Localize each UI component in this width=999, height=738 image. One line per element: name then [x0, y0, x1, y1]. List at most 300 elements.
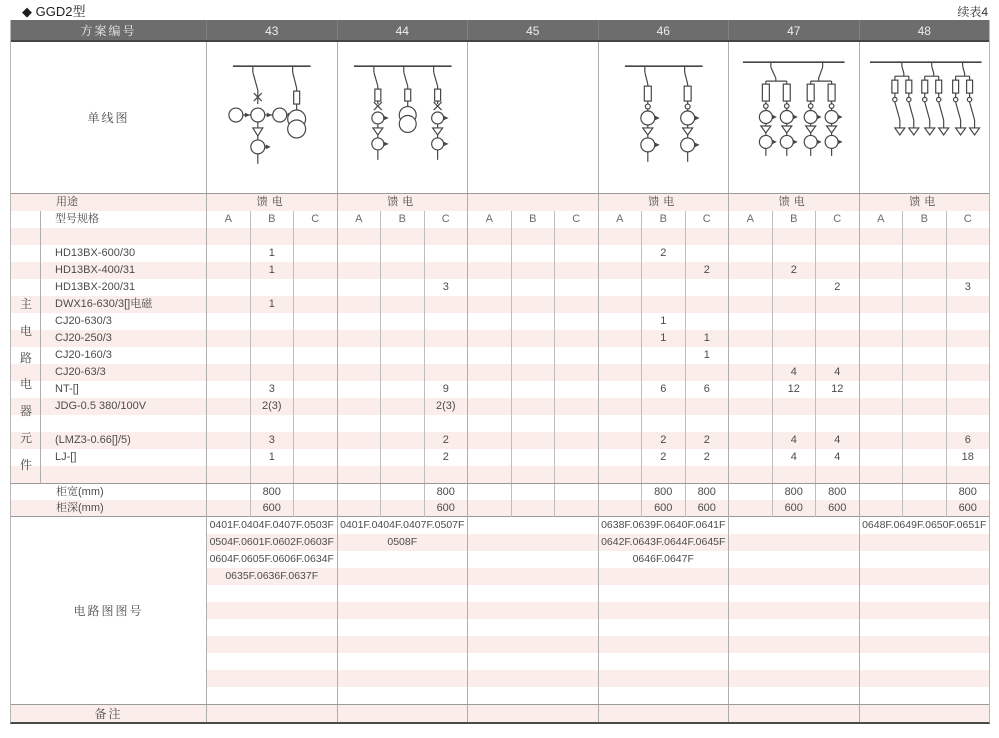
scheme-cell [728, 398, 859, 415]
quantity-cell [293, 330, 337, 347]
quantity-cell [685, 415, 729, 432]
quantity-cell [293, 398, 337, 415]
scheme-cell [467, 228, 598, 245]
quantity-cell [685, 279, 729, 296]
circuit-number-row [206, 534, 989, 551]
quantity-cell [554, 432, 598, 449]
scheme-cell [467, 313, 598, 330]
quantity-cell [729, 381, 772, 398]
scheme-cell [467, 466, 598, 483]
quantity-cell [902, 262, 946, 279]
scheme-cell [598, 228, 729, 245]
circuit-number-row [206, 687, 989, 704]
scheme-cell [598, 432, 729, 449]
quantity-cell [902, 313, 946, 330]
quantity-cell [424, 415, 468, 432]
subcol-header: B [250, 211, 294, 228]
dimension-cell [511, 484, 555, 501]
dimension-cell [902, 500, 946, 517]
group-vertical-char: 元 [19, 431, 32, 446]
component-label: CJ20-63/3 [55, 366, 106, 378]
scheme-cell [728, 500, 859, 517]
component-label: LJ-[] [55, 451, 77, 463]
quantity-cell [946, 245, 990, 262]
circuit-number-cell [728, 636, 859, 653]
continuation-label: 续表4 [957, 5, 988, 19]
circuit-number-cell [206, 670, 337, 687]
quantity-cell: 12 [772, 381, 816, 398]
scheme-cell [859, 330, 990, 347]
scheme-table [10, 20, 990, 724]
header-scheme-45: 45 [467, 20, 598, 40]
quantity-cell [338, 432, 381, 449]
component-label: HD13BX-400/31 [55, 264, 136, 276]
header-scheme-47: 47 [728, 20, 859, 40]
component-label-cell [11, 330, 206, 347]
table-header-row [11, 20, 989, 42]
scheme-cell [598, 484, 729, 501]
scheme-cell [728, 415, 859, 432]
scheme-cell [728, 262, 859, 279]
quantity-cell [207, 398, 250, 415]
scheme-cell [859, 228, 990, 245]
subcol-header: C [685, 211, 729, 228]
quantity-cell [380, 313, 424, 330]
quantity-cell [468, 330, 511, 347]
scheme-cell [337, 432, 468, 449]
quantity-cell [424, 466, 468, 483]
quantity-cell [599, 415, 642, 432]
scheme-cell [728, 432, 859, 449]
quantity-cell: 1 [250, 296, 294, 313]
scheme-cell [467, 432, 598, 449]
quantity-cell [338, 330, 381, 347]
scheme-cell [467, 245, 598, 262]
quantity-cell [946, 262, 990, 279]
component-row [11, 364, 989, 381]
remark-cell [728, 705, 859, 722]
quantity-cell [554, 415, 598, 432]
single-line-diagram-47 [729, 42, 859, 193]
quantity-cell [599, 364, 642, 381]
quantity-cell [380, 228, 424, 245]
quantity-cell [772, 279, 816, 296]
scheme-cell [859, 500, 990, 517]
quantity-cell [554, 262, 598, 279]
circuit-number-cell [859, 534, 990, 551]
component-label [41, 228, 206, 245]
quantity-cell [860, 279, 903, 296]
scheme-cell [206, 262, 337, 279]
circuit-number-cell [206, 653, 337, 670]
subcol-header: A [746, 213, 754, 225]
dimension-cell [554, 484, 598, 501]
quantity-cell [729, 245, 772, 262]
scheme-cell [206, 398, 337, 415]
group-vertical-char: 件 [19, 457, 32, 472]
component-row [11, 466, 989, 483]
cabinet-depth-row [11, 500, 989, 517]
diagram-cell-44 [337, 42, 468, 193]
circuit-number-cell [728, 653, 859, 670]
component-label-cell [11, 296, 206, 313]
circuit-number-cell [337, 568, 468, 585]
group-vertical-char: 电 [19, 323, 32, 338]
dimension-cell [293, 500, 337, 517]
scheme-cell [859, 347, 990, 364]
quantity-cell [511, 398, 555, 415]
quantity-cell [902, 398, 946, 415]
quantity-cell: 2 [815, 279, 859, 296]
quantity-cell [729, 347, 772, 364]
quantity-cell [511, 449, 555, 466]
quantity-cell [641, 415, 685, 432]
component-label-cell [11, 347, 206, 364]
scheme-cell [859, 449, 990, 466]
scheme-cell [598, 279, 729, 296]
quantity-cell [424, 330, 468, 347]
quantity-cell: 2 [424, 432, 468, 449]
quantity-cell: 1 [685, 347, 729, 364]
quantity-cell [946, 415, 990, 432]
quantity-cell [250, 313, 294, 330]
quantity-cell [946, 398, 990, 415]
diagram-row-label: 单线图 [87, 111, 130, 125]
component-label-cell [11, 364, 206, 381]
component-label-cell [11, 262, 206, 279]
scheme-cell [728, 245, 859, 262]
dimension-cell [860, 500, 903, 517]
scheme-cell [337, 279, 468, 296]
quantity-cell [293, 364, 337, 381]
component-label: CJ20-630/3 [55, 315, 112, 327]
quantity-cell [729, 415, 772, 432]
circuit-number-cell [728, 670, 859, 687]
quantity-cell [641, 262, 685, 279]
diagram-cell-45-empty [467, 42, 598, 193]
quantity-cell: 9 [424, 381, 468, 398]
page-title: ◆ GGD2型 [22, 4, 86, 19]
remark-cell [598, 705, 729, 722]
quantity-cell [424, 245, 468, 262]
circuit-number-cell [598, 585, 729, 602]
quantity-cell [424, 313, 468, 330]
quantity-cell [685, 245, 729, 262]
scheme-cell [337, 330, 468, 347]
scheme-cell [859, 296, 990, 313]
quantity-cell [293, 381, 337, 398]
quantity-cell: 4 [772, 432, 816, 449]
component-label: CJ20-160/3 [55, 349, 112, 361]
circuit-number-cell [206, 602, 337, 619]
quantity-cell [599, 432, 642, 449]
circuit-number-row [206, 636, 989, 653]
scheme-cell [728, 381, 859, 398]
table-body [11, 194, 989, 517]
scheme-cell [728, 364, 859, 381]
component-row [11, 296, 989, 313]
circuit-number-cell: 0401F.0404F.0407F.0507F [337, 517, 468, 534]
scheme-cell [598, 449, 729, 466]
circuit-number-cell [728, 687, 859, 704]
scheme-cell [206, 347, 337, 364]
scheme-cell [859, 466, 990, 483]
scheme-cell [337, 313, 468, 330]
quantity-cell: 2(3) [424, 398, 468, 415]
quantity-cell [599, 398, 642, 415]
quantity-cell [772, 245, 816, 262]
component-label: CJ20-250/3 [55, 332, 112, 344]
spec-row-label: 型号规格 [55, 213, 99, 225]
quantity-cell [424, 347, 468, 364]
quantity-cell [946, 364, 990, 381]
circuit-number-cell [206, 619, 337, 636]
scheme-cell [859, 381, 990, 398]
quantity-cell [815, 296, 859, 313]
quantity-cell [380, 262, 424, 279]
quantity-cell [250, 415, 294, 432]
scheme-cell [859, 245, 990, 262]
circuit-number-cell [728, 619, 859, 636]
quantity-cell: 6 [685, 381, 729, 398]
quantity-cell: 1 [250, 245, 294, 262]
remark-cell [467, 705, 598, 722]
circuit-number-cell: 0401F.0404F.0407F.0503F [206, 517, 337, 534]
quantity-cell [946, 347, 990, 364]
circuit-number-cell [598, 619, 729, 636]
quantity-cell [641, 364, 685, 381]
quantity-cell [207, 228, 250, 245]
quantity-cell [380, 432, 424, 449]
scheme-cell [337, 449, 468, 466]
quantity-cell: 6 [946, 432, 990, 449]
circuit-number-cell: 0635F.0636F.0637F [206, 568, 337, 585]
component-label: (LMZ3-0.66[]/5) [55, 434, 131, 446]
scheme-cell [467, 398, 598, 415]
component-label-cell [11, 228, 206, 245]
component-row [11, 381, 989, 398]
diagram-cell-46 [598, 42, 729, 193]
quantity-cell [293, 432, 337, 449]
circuit-number-cell [337, 653, 468, 670]
quantity-cell [815, 330, 859, 347]
circuit-number-cell [728, 517, 859, 534]
quantity-cell [511, 381, 555, 398]
component-label: JDG-0.5 380/100V [55, 400, 147, 412]
quantity-cell [511, 228, 555, 245]
quantity-cell: 1 [641, 330, 685, 347]
header-scheme-label: 方案编号 [80, 24, 137, 38]
quantity-cell [554, 245, 598, 262]
usage-row-label: 用途 [56, 196, 78, 208]
cabinet-depth-label: 柜深(mm) [56, 502, 104, 514]
quantity-cell [468, 381, 511, 398]
quantity-cell [207, 347, 250, 364]
circuit-number-cell [598, 568, 729, 585]
quantity-cell: 18 [946, 449, 990, 466]
quantity-cell [860, 449, 903, 466]
quantity-cell [468, 296, 511, 313]
scheme-cell [728, 347, 859, 364]
quantity-cell [772, 313, 816, 330]
dimension-cell: 800 [424, 484, 468, 501]
quantity-cell [511, 262, 555, 279]
scheme-cell [598, 364, 729, 381]
quantity-cell [338, 381, 381, 398]
scheme-cell [598, 296, 729, 313]
quantity-cell [554, 228, 598, 245]
scheme-cell [728, 449, 859, 466]
scheme-cell [467, 484, 598, 501]
dimension-cell [468, 500, 511, 517]
circuit-number-section [11, 517, 989, 704]
quantity-cell [860, 245, 903, 262]
usage-value [467, 194, 598, 211]
quantity-cell [729, 313, 772, 330]
scheme-cell [337, 484, 468, 501]
dimension-cell [380, 500, 424, 517]
quantity-cell [380, 245, 424, 262]
scheme-cell [206, 449, 337, 466]
quantity-cell [338, 228, 381, 245]
quantity-cell [511, 415, 555, 432]
header-scheme-43: 43 [206, 20, 337, 40]
circuit-number-cell [859, 551, 990, 568]
quantity-cell [207, 432, 250, 449]
quantity-cell [250, 364, 294, 381]
component-row [11, 415, 989, 432]
component-label-cell [11, 381, 206, 398]
quantity-cell [599, 347, 642, 364]
circuit-number-cell [467, 568, 598, 585]
quantity-cell [729, 398, 772, 415]
quantity-cell [599, 330, 642, 347]
dimension-cell [468, 484, 511, 501]
circuit-number-cell: 0642F.0643F.0644F.0645F [598, 534, 729, 551]
scheme-cell [337, 364, 468, 381]
circuit-number-row [206, 568, 989, 585]
quantity-cell [815, 313, 859, 330]
quantity-cell: 2(3) [250, 398, 294, 415]
quantity-cell [250, 228, 294, 245]
quantity-cell [468, 245, 511, 262]
quantity-cell [338, 364, 381, 381]
quantity-cell: 1 [641, 313, 685, 330]
dimension-cell [599, 484, 642, 501]
dimension-cell [207, 484, 250, 501]
circuit-number-cell [598, 636, 729, 653]
group-vertical-char: 路 [19, 350, 32, 365]
scheme-cell [598, 262, 729, 279]
quantity-cell [599, 228, 642, 245]
quantity-cell [599, 381, 642, 398]
scheme-cell [337, 415, 468, 432]
remark-cell [859, 705, 990, 722]
quantity-cell [207, 415, 250, 432]
scheme-cell [859, 313, 990, 330]
scheme-cell [206, 484, 337, 501]
quantity-cell [380, 449, 424, 466]
subcol-header: B [902, 211, 946, 228]
quantity-cell [860, 330, 903, 347]
quantity-cell: 2 [641, 245, 685, 262]
circuit-number-cell [728, 602, 859, 619]
circuit-number-cell [467, 619, 598, 636]
quantity-cell [293, 313, 337, 330]
quantity-cell [815, 262, 859, 279]
quantity-cell [772, 296, 816, 313]
quantity-cell: 4 [815, 449, 859, 466]
circuit-number-cell [859, 670, 990, 687]
spec-row-label-cell [11, 211, 206, 228]
quantity-cell [685, 296, 729, 313]
scheme-cell [337, 262, 468, 279]
component-label-cell [11, 313, 206, 330]
component-label [41, 415, 206, 432]
component-row [11, 228, 989, 245]
quantity-cell [338, 279, 381, 296]
quantity-cell [293, 466, 337, 483]
quantity-cell [554, 347, 598, 364]
scheme-cell [206, 466, 337, 483]
scheme-cell [467, 364, 598, 381]
header-scheme-46: 46 [598, 20, 729, 40]
circuit-number-cell [859, 585, 990, 602]
quantity-cell [729, 296, 772, 313]
subcol-header: C [424, 211, 468, 228]
quantity-cell [554, 466, 598, 483]
quantity-cell [468, 228, 511, 245]
remark-cell [206, 705, 337, 722]
scheme-cell [728, 484, 859, 501]
circuit-number-cell [728, 585, 859, 602]
quantity-cell [380, 330, 424, 347]
circuit-number-cell: 0646F.0647F [598, 551, 729, 568]
dimension-cell [511, 500, 555, 517]
quantity-cell [468, 279, 511, 296]
quantity-cell [380, 347, 424, 364]
quantity-cell [599, 296, 642, 313]
usage-row [11, 194, 989, 211]
quantity-cell [511, 466, 555, 483]
diagram-cell-48 [859, 42, 990, 193]
scheme-cell [859, 279, 990, 296]
diagram-cell-47 [728, 42, 859, 193]
circuit-number-cell [337, 636, 468, 653]
component-row [11, 347, 989, 364]
quantity-cell [293, 262, 337, 279]
scheme-cell [337, 245, 468, 262]
quantity-cell [946, 296, 990, 313]
quantity-cell [468, 466, 511, 483]
quantity-cell [729, 364, 772, 381]
subcol-header: A [877, 213, 885, 225]
quantity-cell [729, 432, 772, 449]
quantity-cell [207, 381, 250, 398]
scheme-cell [859, 484, 990, 501]
quantity-cell [815, 347, 859, 364]
scheme-cell [598, 500, 729, 517]
quantity-cell: 6 [641, 381, 685, 398]
component-label: DWX16-630/3[]电磁 [55, 298, 153, 310]
scheme-cell [337, 500, 468, 517]
scheme-cell [206, 313, 337, 330]
quantity-cell [946, 313, 990, 330]
quantity-cell [293, 279, 337, 296]
circuit-number-cell [598, 670, 729, 687]
circuit-number-row [206, 517, 989, 534]
quantity-cell [338, 296, 381, 313]
